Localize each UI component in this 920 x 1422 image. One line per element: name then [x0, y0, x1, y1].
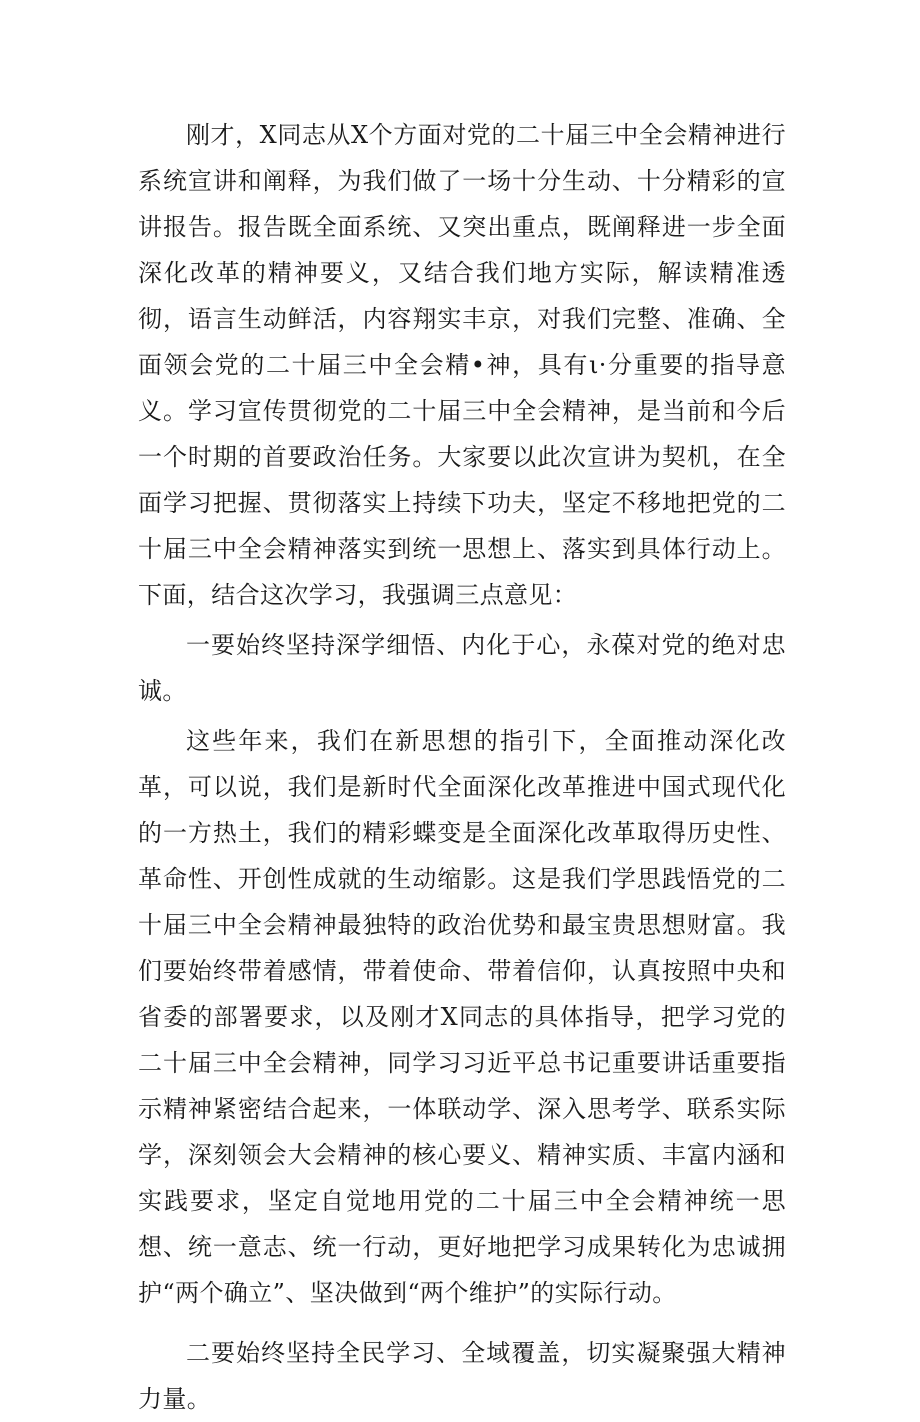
document-body	[138, 112, 786, 1422]
intro-paragraph: 刚才，X同志从X个方面对党的二十届三中全会精神进行系统宣讲和阐释，为我们做了一场十分生动、十分精彩的宣讲报告。报告既全面系统、又突出重点，既阐释进一步全面深化改革的精神要义，又结合我们地方实际，解读精准透彻，语言生动鲜活，内容翔实丰京，对我们完整、准确、全面领会党的二十届三中全会精•神，具有ι·分重要的指导意义。学习宣传贯彻党的二十届三中全会精神，是当前和今后一个时期的首要政治任务。大家要以此次宣讲为契机，在全面学习把握、贯彻落实上持续下功夫，坚定不移地把党的二十届三中全会精神落实到统一思想上、落实到具体行动上。下面，结合这次学习，我强调三点意见：	[138, 121, 786, 609]
point-two-heading: 二要始终坚持全民学习、全域覆盖，切实凝聚强大精神力量。	[138, 1339, 786, 1413]
point-one-heading: 一要始终坚持深学细悟、内化于心，永葆对党的绝对忠诚。	[138, 631, 786, 705]
point-one-body: 这些年来，我们在新思想的指引下，全面推动深化改革，可以说，我们是新时代全面深化改革推进中国式现代化的一方热土，我们的精彩蝶变是全面深化改革取得历史性、革命性、开创性成就的生动缩影。这是我们学思践悟党的二十届三中全会精神最独特的政治优势和最宝贵思想财富。我们要始终带着感情，带着使命、带着信仰，认真按照中央和省委的部署要求，以及刚才X同志的具体指导，把学习党的二十届三中全会精神，同学习习近平总书记重要讲话重要指示精神紧密结合起来，一体联动学、深入思考学、联系实际学，深刻领会大会精神的核心要义、精神实质、丰富内涵和实践要求，坚定自觉地用党的二十届三中全会精神统一思想、统一意志、统一行动，更好地把学习成果转化为忠诚拥护“两个确立”、坚决做到“两个维护”的实际行动。	[138, 727, 786, 1307]
